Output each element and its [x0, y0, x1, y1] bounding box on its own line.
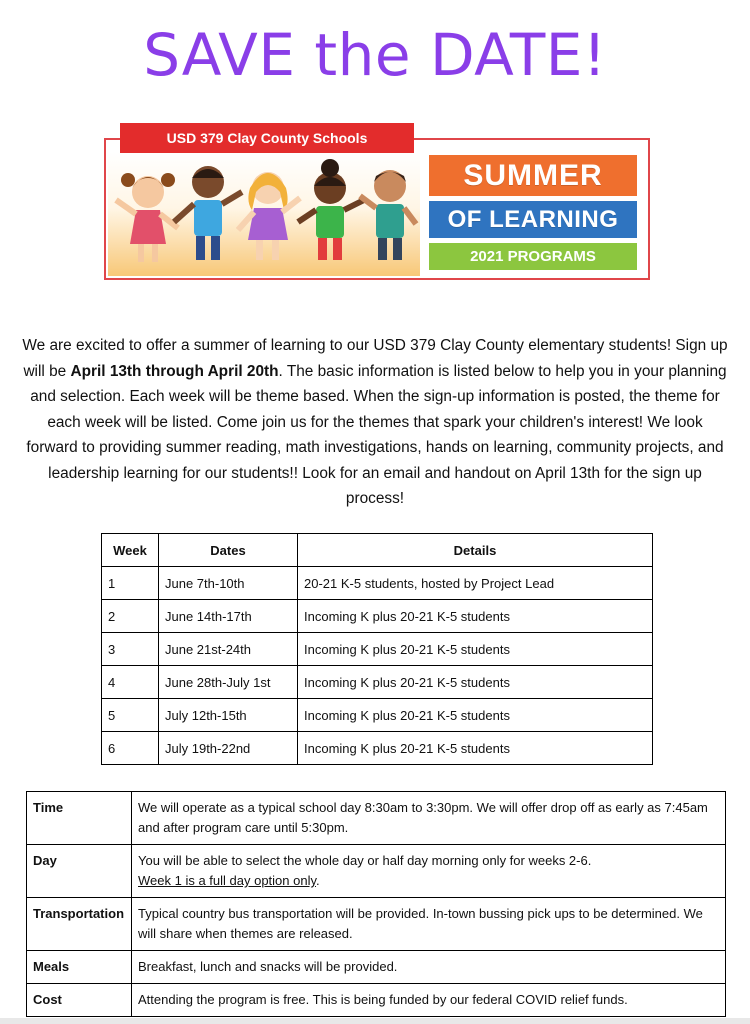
table-header-row: [102, 534, 653, 567]
column-header: Details: [298, 534, 653, 567]
cost-text: Attending the program is free. This is being funded by our federal COVID relief funds.: [132, 984, 726, 1017]
table-row: [102, 732, 653, 765]
programs-label: 2021 PROGRAMS: [429, 243, 637, 270]
signup-dates: April 13th through April 20th: [70, 362, 279, 380]
meals-label: Meals: [27, 951, 132, 984]
meals-text: Breakfast, lunch and snacks will be provided.: [132, 951, 726, 984]
dates-cell: July 19th-22nd: [159, 732, 298, 765]
transportation-label: Transportation: [27, 898, 132, 951]
summer-label: SUMMER: [429, 155, 637, 196]
of-learning-label: OF LEARNING: [429, 201, 637, 238]
time-label: Time: [27, 792, 132, 845]
details-cell: 20-21 K-5 students, hosted by Project Lead: [298, 567, 653, 600]
cost-row: [27, 984, 726, 1017]
week1-note: Week 1 is a full day option only: [138, 873, 317, 888]
details-cell: Incoming K plus 20-21 K-5 students: [298, 600, 653, 633]
meals-row: [27, 951, 726, 984]
dates-cell: June 21st-24th: [159, 633, 298, 666]
transportation-text: Typical country bus transportation will be provided. In-town bussing pick ups to be determined. We will share when themes are released.: [132, 898, 726, 951]
dates-cell: June 28th-July 1st: [159, 666, 298, 699]
table-row: [102, 666, 653, 699]
cost-label: Cost: [27, 984, 132, 1017]
dates-cell: June 7th-10th: [159, 567, 298, 600]
children-illustration: [108, 152, 420, 276]
day-text: You will be able to select the whole day or half day morning only for weeks 2-6.: [138, 853, 592, 868]
week-cell: 5: [102, 699, 159, 732]
program-info-table: [26, 791, 726, 1017]
column-header: Week: [102, 534, 159, 567]
intro-paragraph: We are excited to offer a summer of learning to our USD 379 Clay County elementary students! Sign up will be April 13th through April 20th. The basic information is listed below to help you in your planning and selection. Each week will be theme based. When the sign-up information is posted, the theme for each week will be listed. Come join us for the themes that spark your children's interest! We look forward to providing summer reading, math investigations, hands on learning, community projects, and leadership learning for our students!! Look for an email and handout on April 13th for the sign up process!: [22, 337, 728, 507]
schedule-table: [101, 533, 653, 765]
week-cell: 2: [102, 600, 159, 633]
district-label: USD 379 Clay County Schools: [120, 123, 414, 153]
column-header: Dates: [159, 534, 298, 567]
day-cell: You will be able to select the whole day or half day morning only for weeks 2-6. Week 1 is a full day option only.: [132, 845, 726, 898]
day-label: Day: [27, 845, 132, 898]
table-row: [102, 600, 653, 633]
details-cell: Incoming K plus 20-21 K-5 students: [298, 732, 653, 765]
page-bottom-divider: [0, 1018, 750, 1024]
time-row: [27, 792, 726, 845]
week-cell: 4: [102, 666, 159, 699]
table-row: [102, 633, 653, 666]
dates-cell: June 14th-17th: [159, 600, 298, 633]
day-row: [27, 845, 726, 898]
table-row: [102, 699, 653, 732]
dates-cell: July 12th-15th: [159, 699, 298, 732]
dancing-kids-icon: [108, 152, 420, 276]
week-cell: 6: [102, 732, 159, 765]
transportation-row: [27, 898, 726, 951]
details-cell: Incoming K plus 20-21 K-5 students: [298, 633, 653, 666]
week-cell: 1: [102, 567, 159, 600]
week-cell: 3: [102, 633, 159, 666]
details-cell: Incoming K plus 20-21 K-5 students: [298, 699, 653, 732]
details-cell: Incoming K plus 20-21 K-5 students: [298, 666, 653, 699]
table-row: [102, 567, 653, 600]
time-text: We will operate as a typical school day 8:30am to 3:30pm. We will offer drop off as early as 7:45am and after program care until 5:30pm.: [132, 792, 726, 845]
page-title: SAVE the DATE!: [143, 21, 607, 89]
